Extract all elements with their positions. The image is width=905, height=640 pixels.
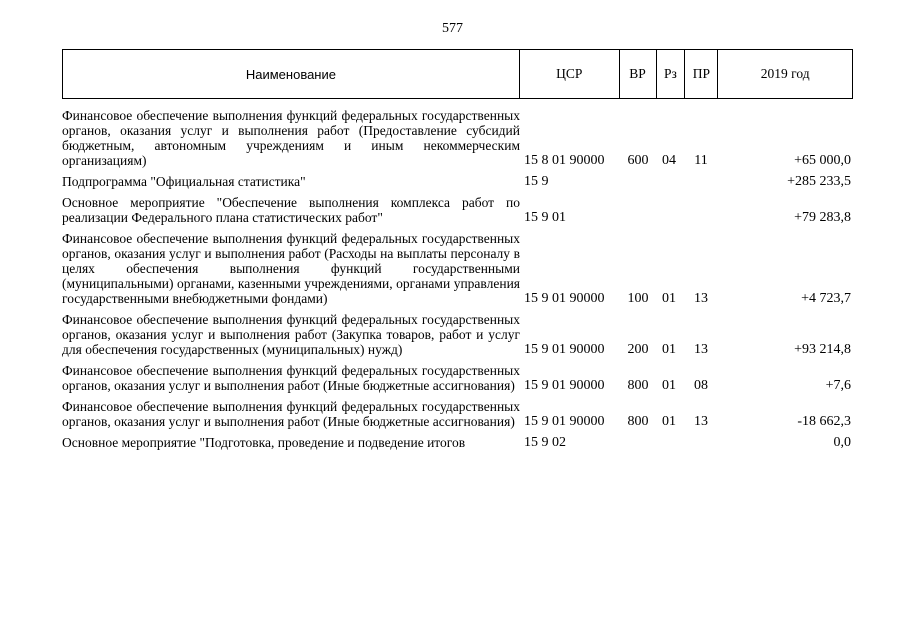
row-rz: 01 bbox=[662, 378, 676, 393]
row-pr: 13 bbox=[694, 291, 708, 306]
table-row bbox=[62, 312, 853, 357]
row-csr: 15 9 01 bbox=[524, 210, 566, 225]
header-csr: ЦСР bbox=[520, 50, 620, 98]
row-vr: 600 bbox=[627, 153, 649, 168]
header-rz: Рз bbox=[657, 50, 686, 98]
header-vr: ВР bbox=[620, 50, 657, 98]
table-row bbox=[62, 174, 853, 189]
row-value: +65 000,0 bbox=[794, 153, 851, 168]
row-vr: 100 bbox=[627, 291, 649, 306]
row-pr: 11 bbox=[694, 153, 708, 168]
row-vr: 200 bbox=[627, 342, 649, 357]
row-value: -18 662,3 bbox=[797, 414, 851, 429]
row-name: Финансовое обеспечение выполнения функций федеральных государственных органов, оказания услуг и выполнения работ (Закупка товаров, работ и услуг для обеспечения государственных (муниципальных) нужд) bbox=[62, 312, 520, 357]
row-value: +285 233,5 bbox=[787, 174, 851, 189]
page-number: 577 bbox=[442, 21, 463, 36]
table-row bbox=[62, 435, 853, 450]
row-csr: 15 9 01 90000 bbox=[524, 291, 605, 306]
header-pr: ПР bbox=[685, 50, 718, 98]
row-rz: 01 bbox=[662, 291, 676, 306]
row-name: Основное мероприятие "Обеспечение выполнения комплекса работ по реализации Федерального плана статистических работ" bbox=[62, 195, 520, 225]
row-csr: 15 9 01 90000 bbox=[524, 342, 605, 357]
row-csr: 15 9 bbox=[524, 174, 549, 189]
row-value: +93 214,8 bbox=[794, 342, 851, 357]
header-name: Наименование bbox=[63, 50, 520, 98]
row-pr: 13 bbox=[694, 414, 708, 429]
row-name: Финансовое обеспечение выполнения функций федеральных государственных органов, оказания услуг и выполнения работ (Иные бюджетные ассигнования) bbox=[62, 399, 520, 429]
row-rz: 04 bbox=[662, 153, 676, 168]
table-row bbox=[62, 108, 853, 168]
row-name: Финансовое обеспечение выполнения функций федеральных государственных органов, оказания услуг и выполнения работ (Расходы на выплаты персоналу в целях обеспечения выполнения функций государственными (муниципальными) органами, казенными учреждениями, органами управления государственными внебюджетными фондами) bbox=[62, 231, 520, 306]
table-row bbox=[62, 195, 853, 225]
row-value: +79 283,8 bbox=[794, 210, 851, 225]
row-name: Подпрограмма "Официальная статистика" bbox=[62, 174, 306, 189]
table-header bbox=[62, 49, 853, 99]
row-rz: 01 bbox=[662, 414, 676, 429]
row-name: Финансовое обеспечение выполнения функций федеральных государственных органов, оказания услуг и выполнения работ (Иные бюджетные ассигнования) bbox=[62, 363, 520, 393]
row-csr: 15 9 02 bbox=[524, 435, 566, 450]
row-name: Финансовое обеспечение выполнения функций федеральных государственных органов, оказания услуг и выполнения работ (Предоставление субсидий бюджетным, автономным учреждениям и иным некоммерческим организациям) bbox=[62, 108, 520, 168]
row-value: +4 723,7 bbox=[801, 291, 851, 306]
row-csr: 15 8 01 90000 bbox=[524, 153, 605, 168]
row-value: 0,0 bbox=[833, 435, 851, 450]
table-row bbox=[62, 363, 853, 393]
table-row bbox=[62, 231, 853, 306]
row-pr: 13 bbox=[694, 342, 708, 357]
row-rz: 01 bbox=[662, 342, 676, 357]
row-vr: 800 bbox=[627, 378, 649, 393]
row-csr: 15 9 01 90000 bbox=[524, 378, 605, 393]
row-value: +7,6 bbox=[825, 378, 851, 393]
row-csr: 15 9 01 90000 bbox=[524, 414, 605, 429]
header-year: 2019 год bbox=[760, 66, 810, 81]
row-vr: 800 bbox=[627, 414, 649, 429]
table-body bbox=[62, 102, 853, 450]
row-name: Основное мероприятие "Подготовка, проведение и подведение итогов bbox=[62, 435, 466, 450]
table-row bbox=[62, 399, 853, 429]
row-pr: 08 bbox=[694, 378, 708, 393]
